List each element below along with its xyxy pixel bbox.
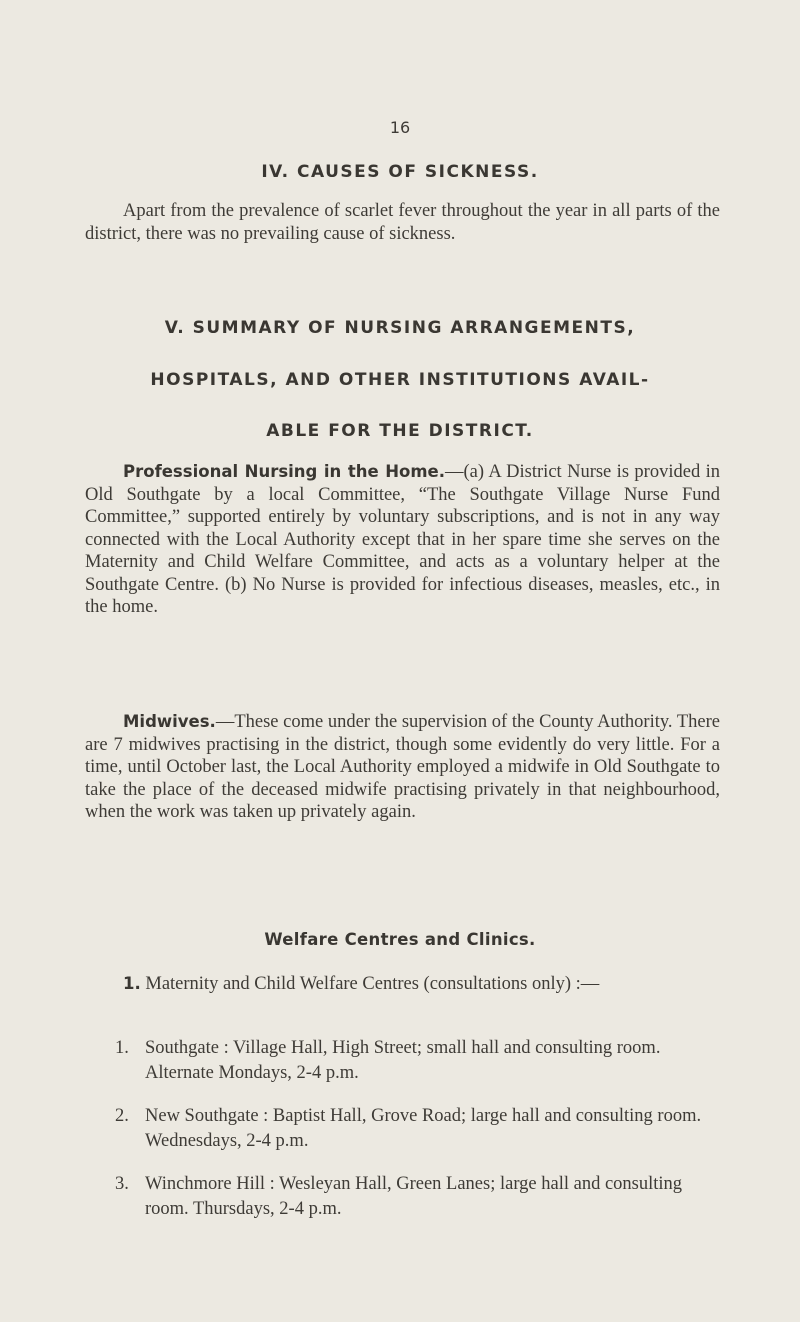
section-5-heading-line-2: HOSPITALS, AND OTHER INSTITUTIONS AVAIL- bbox=[150, 370, 650, 390]
list-item-number: 2. bbox=[115, 1106, 129, 1126]
welfare-intro-text: Maternity and Child Welfare Centres (consultations only) :— bbox=[145, 974, 600, 994]
section-5-heading-line-3: ABLE FOR THE DISTRICT. bbox=[266, 421, 534, 441]
welfare-heading: Welfare Centres and Clinics. bbox=[264, 930, 536, 949]
welfare-intro bbox=[85, 973, 720, 996]
list-item-text: New Southgate : Baptist Hall, Grove Road; large hall and consulting room. Wednesdays, 2-4 p.m. bbox=[145, 1106, 702, 1151]
list-item-number: 1. bbox=[115, 1038, 129, 1058]
nursing-paragraph bbox=[85, 461, 720, 619]
section-5-heading-line-1: V. SUMMARY OF NURSING ARRANGEMENTS, bbox=[164, 318, 636, 338]
list-item-text: Southgate : Village Hall, High Street; small hall and consulting room. Alternate Mondays, 2-4 p.m. bbox=[145, 1038, 661, 1083]
midwives-text: —These come under the supervision of the County Authority. There are 7 midwives practising in the district, though some evidently do very little. For a time, until October last, the Local Authority employed a midwife in Old Southgate to take the place of the deceased midwife practising privately in that neighbourhood, when the work was taken up privately again. bbox=[85, 712, 720, 822]
welfare-intro-number: 1. bbox=[123, 974, 141, 993]
list-item-text: Winchmore Hill : Wesleyan Hall, Green Lanes; large hall and consulting room. Thursdays, 2-4 p.m. bbox=[145, 1174, 683, 1219]
nursing-text: —(a) A District Nurse is provided in Old Southgate by a local Committee, “The Southgate Village Nurse Fund Committee,” supported entirely by voluntary subscriptions, and is not in any way connected with the Local Authority except that in her spare time she serves on the Maternity and Child Welfare Committee, and acts as a voluntary helper at the Southgate Centre. (b) No Nurse is provided for infectious diseases, measles, etc., in the home. bbox=[85, 462, 720, 617]
nursing-title: Professional Nursing in the Home. bbox=[123, 462, 445, 481]
list-item-number: 3. bbox=[115, 1174, 129, 1194]
midwives-paragraph bbox=[85, 711, 720, 824]
section-4-paragraph: Apart from the prevalence of scarlet fever throughout the year in all parts of the district, there was no prevailing cause of sickness. bbox=[85, 201, 720, 244]
midwives-title: Midwives. bbox=[123, 712, 216, 731]
section-4-heading: IV. CAUSES OF SICKNESS. bbox=[261, 162, 539, 182]
page-number: 16 bbox=[389, 118, 411, 137]
